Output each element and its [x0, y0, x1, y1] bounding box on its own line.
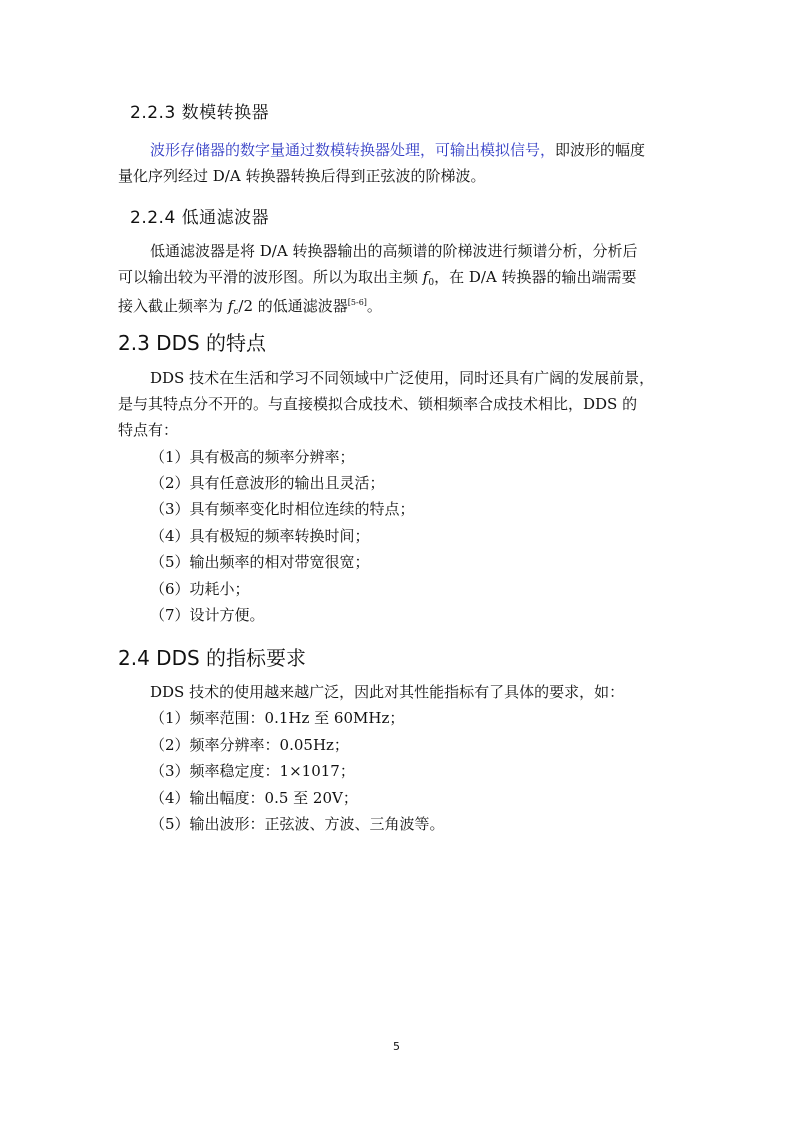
- symbol-divisor: /2: [238, 297, 253, 315]
- paragraph-2-3-line-2: 是与其特点分不开的。与直接模拟合成技术、锁相频率合成技术相比，DDS 的: [118, 395, 638, 413]
- list-item: （3）具有频率变化时相位连续的特点；: [150, 500, 415, 518]
- paragraph-2-3-line-3: 特点有：: [118, 421, 179, 439]
- symbol-f0: [423, 268, 434, 286]
- symbol-fc: [228, 297, 239, 315]
- symbol-var: f: [422, 268, 429, 286]
- paragraph-2-4-intro: DDS 技术的使用越来越广泛，因此对其性能指标有了具体的要求，如：: [150, 683, 625, 701]
- paragraph-text: 接入截止频率为: [118, 297, 228, 315]
- list-item: （5）输出波形：正弦波、方波、三角波等。: [150, 815, 445, 833]
- paragraph-text: 可以输出较为平滑的波形图。所以为取出主频: [118, 268, 423, 286]
- list-item: （5）输出频率的相对带宽很宽；: [150, 553, 370, 571]
- paragraph-text: 的低通滤波器: [253, 297, 348, 315]
- paragraph-2-2-4-line-1: 低通滤波器是将 D/A 转换器输出的高频谱的阶梯波进行频谱分析，分析后: [150, 242, 638, 260]
- symbol-subscript: c: [233, 307, 239, 317]
- paragraph-text: 即波形的幅度: [555, 141, 646, 159]
- paragraph-2-3-line-1: DDS 技术在生活和学习不同领域中广泛使用，同时还具有广阔的发展前景，: [150, 369, 655, 387]
- heading-2-2-3: 2.2.3 数模转换器: [130, 103, 270, 123]
- paragraph-2-2-4-line-3: [118, 293, 678, 322]
- list-item: （3）频率稳定度：1×1017；: [150, 762, 355, 780]
- list-item: （6）功耗小；: [150, 580, 250, 598]
- heading-2-4: 2.4 DDS 的指标要求: [118, 646, 307, 670]
- paragraph-2-2-4-line-2: [118, 267, 678, 293]
- list-item: （2）具有任意波形的输出且灵活；: [150, 474, 385, 492]
- list-item: （4）具有极短的频率转换时间；: [150, 527, 370, 545]
- list-item: （1）具有极高的频率分辨率；: [150, 448, 355, 466]
- page-number: 5: [393, 1040, 400, 1053]
- paragraph-text: ，在 D/A 转换器的输出端需要: [434, 268, 637, 286]
- heading-2-3: 2.3 DDS 的特点: [118, 331, 267, 355]
- heading-2-2-4: 2.2.4 低通滤波器: [130, 208, 270, 228]
- paragraph-2-2-3-line-1: [150, 140, 710, 160]
- list-item: （4）输出幅度：0.5 至 20V；: [150, 789, 358, 807]
- list-item: （1）频率范围：0.1Hz 至 60MHz；: [150, 709, 405, 727]
- paragraph-2-2-3-line-2: 量化序列经过 D/A 转换器转换后得到正弦波的阶梯波。: [118, 167, 486, 185]
- highlighted-text: 波形存储器的数字量通过数模转换器处理，可输出模拟信号，: [150, 141, 556, 159]
- symbol-subscript: 0: [428, 278, 435, 288]
- symbol-var: f: [227, 297, 234, 315]
- list-item: （7）设计方便。: [150, 606, 265, 624]
- paragraph-text: 。: [366, 297, 382, 315]
- citation-ref[interactable]: [5-6]: [347, 298, 367, 307]
- list-item: （2）频率分辨率：0.05Hz；: [150, 736, 349, 754]
